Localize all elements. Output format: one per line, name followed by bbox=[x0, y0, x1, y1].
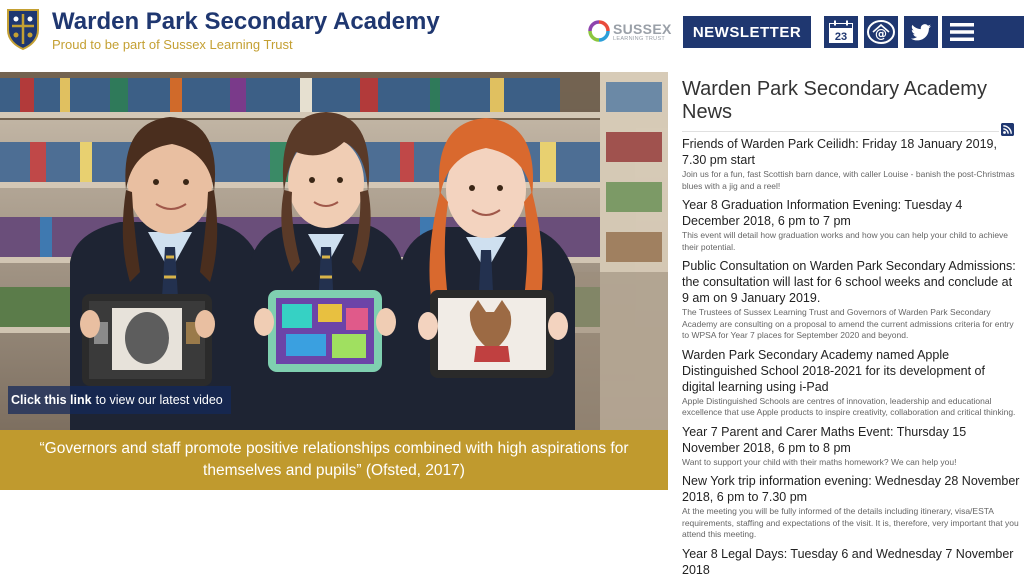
hero-image bbox=[0, 72, 668, 430]
video-link[interactable] bbox=[8, 386, 231, 414]
site-title[interactable]: Warden Park Secondary Academy bbox=[52, 8, 440, 35]
twitter-button[interactable] bbox=[904, 16, 938, 48]
email-icon bbox=[866, 19, 896, 45]
partner-name: SUSSEX bbox=[613, 21, 672, 37]
newsletter-button[interactable]: NEWSLETTER bbox=[683, 16, 811, 48]
calendar-day: 23 bbox=[834, 31, 848, 43]
news-headline[interactable]: Year 8 Legal Days: Tuesday 6 and Wednesday 7 November 2018 bbox=[682, 546, 1014, 577]
twitter-icon bbox=[911, 24, 931, 41]
news-summary: Apple Distinguished Schools are centres of innovation, leadership and educational excellence that use Apple products to inspire creativity, collaboration and critical thinking. bbox=[682, 395, 1016, 417]
news-item[interactable] bbox=[682, 136, 1020, 192]
menu-button[interactable] bbox=[942, 16, 1024, 48]
news-headline[interactable]: Year 8 Graduation Information Evening: Tuesday 4 December 2018, 6 pm to 7 pm bbox=[682, 198, 963, 228]
news-summary: This event will detail how graduation works and how you can help your child to achieve their potential. bbox=[682, 230, 1009, 252]
news-list bbox=[682, 136, 1020, 583]
email-button[interactable] bbox=[864, 16, 898, 48]
sussex-ring-icon bbox=[589, 21, 609, 41]
news-summary: Want to support your child with their maths homework? We can help you! bbox=[682, 456, 957, 467]
partner-subtitle: LEARNING TRUST bbox=[613, 36, 666, 42]
news-item[interactable] bbox=[682, 258, 1020, 342]
sussex-learning-trust-logo[interactable] bbox=[589, 19, 672, 45]
news-item[interactable] bbox=[682, 424, 1020, 469]
news-headline[interactable]: Year 7 Parent and Carer Maths Event: Thursday 15 November 2018, 6 pm to 8 pm bbox=[682, 424, 967, 455]
video-link-text[interactable]: to view our latest video bbox=[95, 393, 223, 407]
news-headline[interactable]: Public Consultation on Warden Park Secondary Admissions: the consultation will last for 6 school weeks and conclude at 9 am on 9 January 2019. bbox=[682, 259, 1016, 305]
svg-text:@: @ bbox=[875, 27, 887, 41]
site-header bbox=[0, 0, 1024, 66]
news-heading: Warden Park Secondary Academy News bbox=[682, 78, 987, 123]
news-summary: At the meeting you will be fully informed of the details including itinerary, visa/ESTA requirements, staffing and expectations of the visit. It is, therefore, very important that you attend this meeting. bbox=[682, 506, 1019, 539]
divider bbox=[682, 131, 999, 132]
news-headline[interactable]: New York trip information evening: Wednesday 28 November 2018, 6 pm to 7.30 pm bbox=[682, 474, 1020, 504]
ofsted-quote-band bbox=[0, 430, 668, 490]
news-item[interactable] bbox=[682, 546, 1020, 578]
site-tagline: Proud to be part of Sussex Learning Trust bbox=[52, 37, 293, 52]
news-summary: The Trustees of Sussex Learning Trust and Governors of Warden Park Secondary Academy are consulting on a proposal to amend the current admissions criteria for entry to WPSA for Year 7 places for September 2020 and beyond. bbox=[682, 307, 1014, 340]
calendar-icon bbox=[828, 20, 854, 44]
students-with-ipads-photo bbox=[0, 72, 668, 430]
school-crest-logo[interactable] bbox=[6, 8, 40, 50]
news-item[interactable] bbox=[682, 197, 1020, 253]
news-item[interactable] bbox=[682, 473, 1020, 541]
video-link-bold[interactable]: Click this link bbox=[11, 393, 92, 407]
news-item[interactable] bbox=[682, 347, 1020, 419]
ofsted-quote: “Governors and staff promote positive relationships combined with high aspirations for themselves and pupils” (Ofsted, 2017) bbox=[39, 440, 629, 479]
news-headline[interactable]: Friends of Warden Park Ceilidh: Friday 18 January 2019, 7.30 pm start bbox=[682, 137, 997, 167]
news-panel bbox=[682, 78, 1020, 577]
news-headline[interactable]: Warden Park Secondary Academy named Apple Distinguished School 2018-2021 for its development of digital learning using i-Pad bbox=[682, 347, 985, 394]
news-summary: Join us for a fun, fast Scottish barn dance, with caller Louise - banish the post-Christmas blues with a jig and a reel! bbox=[682, 169, 1015, 191]
menu-icon bbox=[950, 22, 974, 42]
calendar-button[interactable] bbox=[824, 16, 858, 48]
rss-feed-icon[interactable] bbox=[1001, 123, 1014, 136]
